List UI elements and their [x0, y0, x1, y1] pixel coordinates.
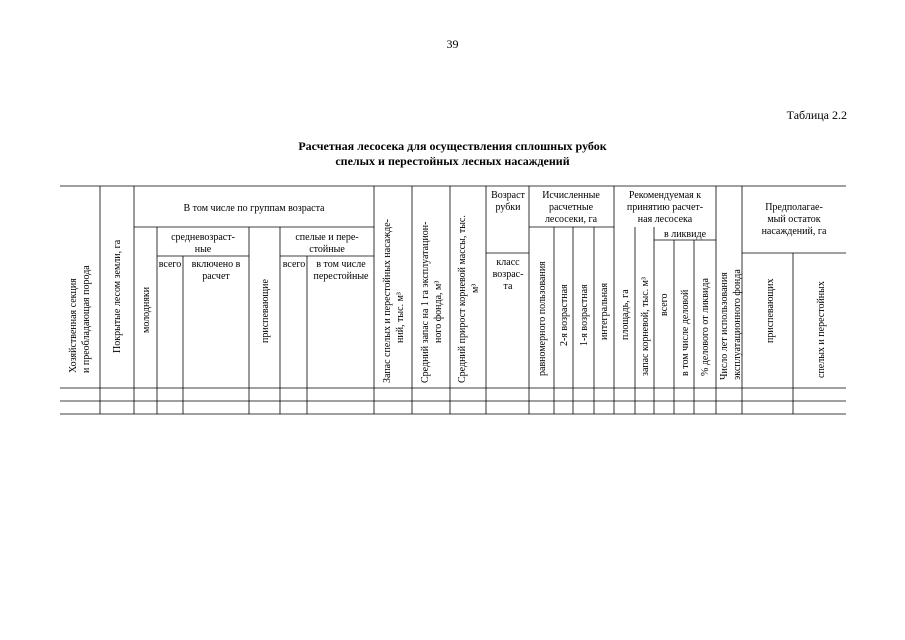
header-including-overmature-1: в том числе [316, 259, 366, 270]
header-section-1: Хозяйственная секция [68, 278, 79, 373]
header-stock-mature-2: ний, тыс. м³ [395, 292, 406, 343]
header-total-mature: всего [282, 259, 306, 270]
header-mature-2: стойные [309, 244, 345, 255]
header-second-age: 2-я возрастная [559, 284, 570, 346]
header-middle-aged-1: средневозраст- [171, 232, 235, 243]
header-recommended-2: принятию расчет- [626, 202, 704, 213]
header-age-class-1: класс [496, 257, 520, 268]
header-business-pct: % делового от ликвида [700, 278, 711, 376]
header-included-2: расчет [202, 271, 230, 282]
header-integral: интегральная [599, 282, 610, 340]
header-root-stock: запас корневой, тыс. м³ [640, 277, 651, 376]
header-forest-area: Покрытые лесом земли, га [112, 239, 123, 353]
header-total-middle: всего [158, 259, 182, 270]
header-avg-stock-1: Средний запас на 1 га эксплуатацион- [420, 221, 431, 383]
header-recommended-1: Рекомендуемая к [628, 190, 702, 201]
header-section-2: и преобладающая порода [81, 265, 92, 373]
header-years-2: эксплуатационного фонда [732, 269, 743, 380]
page-number: 39 [446, 37, 459, 51]
header-remainder-premature: приспевающих [765, 278, 776, 343]
header-mature-1: спелые и пере- [295, 232, 359, 243]
header-premature: приспевающие [260, 279, 271, 343]
header-calculated-2: расчетные [548, 202, 594, 213]
header-avg-growth-2: м³ [470, 283, 481, 293]
header-felling-age-1: Возраст [491, 190, 525, 201]
title-line-2: спелых и перестойных лесных насаждений [335, 154, 570, 168]
header-years-1: Число лет использования [719, 272, 730, 380]
title-line-1: Расчетная лесосека для осуществления сплошных рубок [298, 139, 607, 153]
header-liquid: в ликвиде [663, 229, 707, 240]
header-calculated-1: Исчисленные [542, 190, 600, 201]
header-recommended-3: ная лесосека [637, 214, 693, 225]
header-including-overmature-2: перестойные [313, 271, 369, 282]
header-avg-growth-1: Средний прирост корневой массы, тыс. [457, 215, 468, 383]
header-young: молодняки [141, 286, 152, 333]
header-liquid-total: всего [659, 293, 670, 316]
header-first-age: 1-я возрастная [579, 284, 590, 346]
header-age-class-2: возрас- [492, 269, 524, 280]
header-calculated-3: лесосеки, га [544, 214, 598, 225]
header-avg-stock-2: ного фонда, м³ [433, 280, 444, 343]
header-uniform: равномерного пользования [537, 261, 548, 376]
header-remainder-mature: спелых и перестойных [816, 281, 827, 378]
header-business: в том числе деловой [680, 289, 691, 376]
header-stock-mature-1: Запас спелых и перестойных насажде- [382, 219, 393, 383]
header-area: площадь, га [620, 289, 631, 340]
header-remainder-3: насаждений, га [761, 226, 827, 237]
header-age-groups: В том числе по группам возраста [183, 203, 325, 214]
header-age-class-3: та [503, 281, 513, 292]
header-remainder-2: мый остаток [767, 214, 821, 225]
header-included-1: включено в [191, 259, 241, 270]
table-label: Таблица 2.2 [786, 108, 847, 122]
header-middle-aged-2: ные [194, 244, 212, 255]
header-remainder-1: Предполагае- [765, 202, 823, 213]
header-felling-age-2: рубки [495, 202, 521, 213]
